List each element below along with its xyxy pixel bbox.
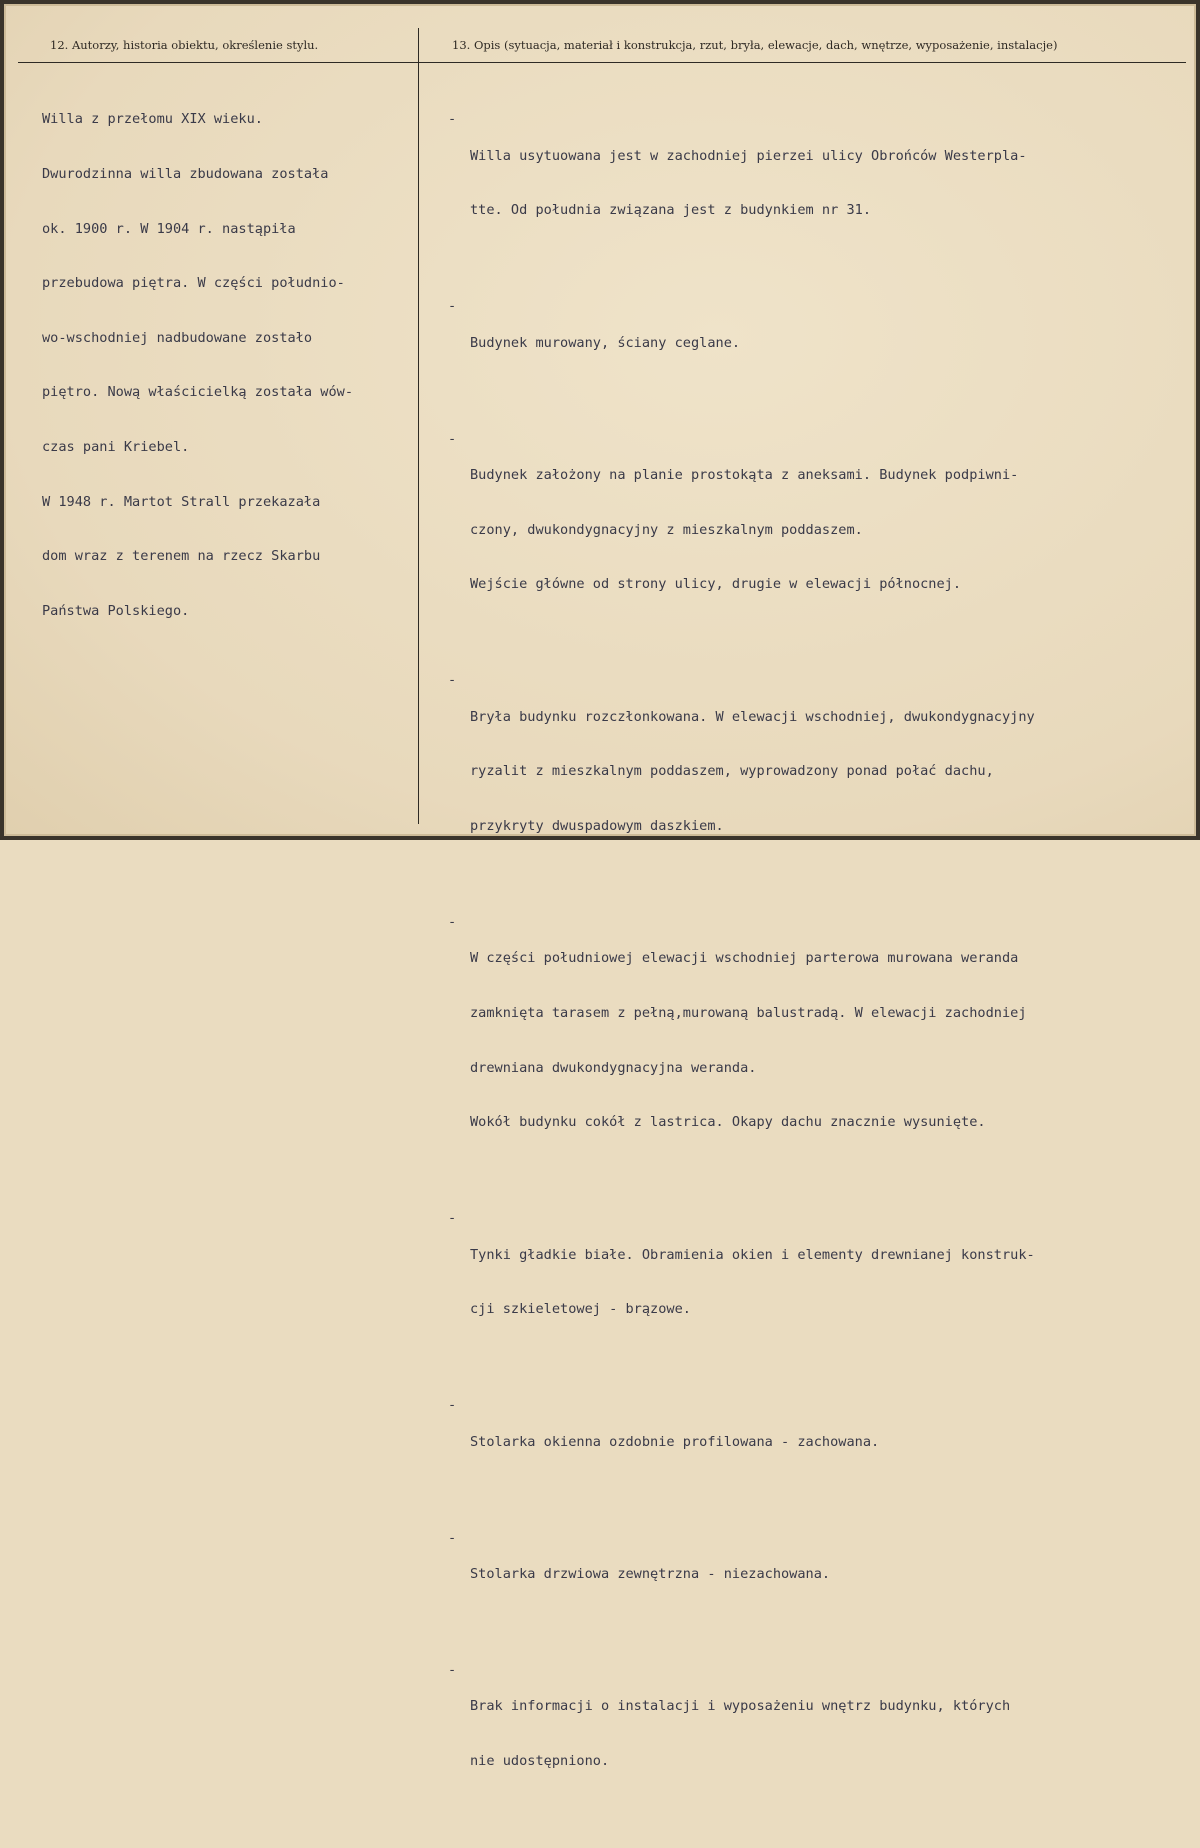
history-section-label: 12. Autorzy, historia obiektu, określenie stylu. [50,38,319,52]
description-line: Wejście główne od strony ulicy, drugie w elewacji północnej. [470,576,962,593]
history-line: Państwa Polskiego. [42,602,190,619]
description-line: Bryła budynku rozczłonkowana. W elewacji wschodniej, dwukondygnacyjny [470,708,1035,725]
description-item [448,913,1178,1168]
history-line: piętro. Nową właścicielką została wów- [42,384,353,401]
description-line: nie udostępniono. [470,1753,610,1769]
bullet-dash: - [448,1210,457,1227]
description-line: Willa usytuowana jest w zachodniej pierzei ulicy Obrońców Westerpla- [470,147,1027,164]
description-line: Wokół budynku cokół z lastrica. Okapy dachu znacznie wysunięte. [470,1114,986,1131]
description-item [448,1661,1178,1807]
description-item [448,671,1178,871]
bullet-dash: - [448,298,457,315]
history-line: dom wraz z terenem na rzecz Skarbu [42,548,321,565]
description-line: przykryty dwuspadowym daszkiem. [470,818,724,834]
history-line: wo-wschodniej nadbudowane zostało [42,329,313,346]
description-section-label: 13. Opis (sytuacja, materiał i konstrukcja, rzut, bryła, elewacje, dach, wnętrze, wyposażenie, instalacje) [452,38,1058,52]
history-line: Dwurodzinna willa zbudowana została [42,166,329,182]
description-line: zamknięta tarasem z pełną,murowaną balustradą. W elewacji zachodniej [470,1005,1027,1021]
history-line: Willa z przełomu XIX wieku. [42,111,263,128]
header-divider [18,62,1186,63]
description-item [448,430,1178,630]
description-line: drewniana dwukondygnacyjna weranda. [470,1059,757,1076]
history-text-block [42,74,353,656]
history-line: ok. 1900 r. W 1904 r. nastąpiła [42,220,296,237]
history-line: przebudowa piętra. W części południo- [42,275,345,292]
description-line: ryzalit z mieszkalnym poddaszem, wyprowadzony ponad połać dachu, [470,763,994,780]
description-line: czony, dwukondygnacyjny z mieszkalnym poddaszem. [470,521,863,538]
description-item [448,1209,1178,1355]
description-line: cji szkieletowej - brązowe. [470,1301,691,1318]
description-list [448,74,1178,1848]
bullet-dash: - [448,672,457,689]
description-line: Budynek murowany, ściany ceglane. [470,334,741,351]
description-item [448,1396,1178,1487]
description-line: Brak informacji o instalacji i wyposażeniu wnętrz budynku, których [470,1698,1011,1715]
bullet-dash: - [448,1397,457,1414]
history-line: W 1948 r. Martot Strall przekazała [42,493,321,510]
column-divider [418,28,419,824]
bullet-dash: - [448,1662,457,1678]
description-line: Stolarka drzwiowa zewnętrzna - niezachowana. [470,1566,831,1582]
description-item [448,110,1178,256]
history-line: czas pani Kriebel. [42,438,190,455]
bullet-dash: - [448,1529,457,1546]
description-line: W części południowej elewacji wschodniej parterowa murowana weranda [470,950,1019,967]
description-line: tte. Od południa związana jest z budynkiem nr 31. [470,202,872,219]
description-item [448,297,1178,388]
description-line: Budynek założony na planie prostokąta z aneksami. Budynek podpiwni- [470,467,1019,484]
description-line: Stolarka okienna ozdobnie profilowana - zachowana. [470,1433,880,1450]
description-item [448,1529,1178,1620]
description-line: Tynki gładkie białe. Obramienia okien i elementy drewnianej konstruk- [470,1246,1035,1263]
bullet-dash: - [448,914,457,930]
bullet-dash: - [448,430,457,447]
bullet-dash: - [448,111,457,128]
